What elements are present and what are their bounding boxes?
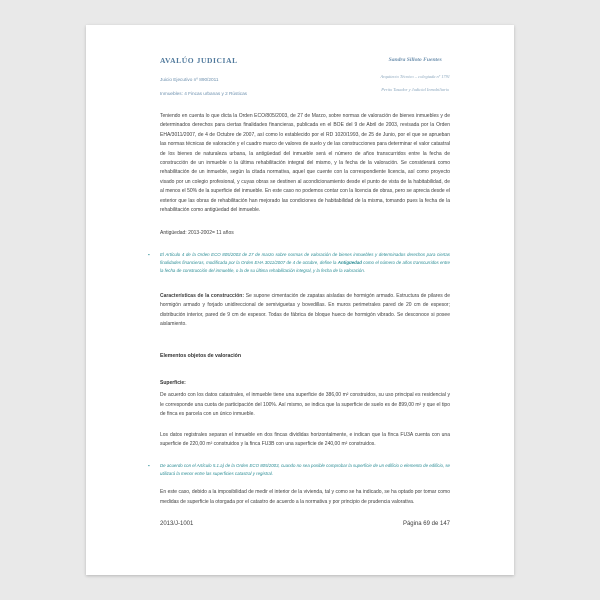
document-header xyxy=(160,56,450,100)
document-page xyxy=(86,25,514,575)
paragraph-superficie-registral: Los datos registrales separan el inmueble en dos fincas divididas horizontalmente, e indican que la finca FU3A cuenta con una superficie de 220,00 m² construidos y la finca FU3B con una superficie de 240,00 m² construidos. xyxy=(160,431,450,447)
page-number: Página 69 de 147 xyxy=(402,521,450,527)
antiguedad-result-line: Antigüedad: 2013-2002= 11 años xyxy=(160,230,234,237)
document-body xyxy=(148,112,450,507)
note-antiguedad-post: como el número de años transcurridos entre la fecha de construcción del inmueble, o la de su última rehabilitación integral, y la fecha de la valoración. xyxy=(160,259,450,273)
note-antiguedad-pre: El Artículo 4 de la Orden ECO 805/2003 de 27 de marzo sobre normas de valoración de bienes inmuebles y determinados derechos para ciertas finalidades financieras, modificada por la Orden EHA 3011/2007 de 4 de octubre, define la xyxy=(160,251,450,265)
author-role: Perito Tasador y Judicial Inmobiliario xyxy=(381,87,450,92)
document-reference: 2013/J-1001 xyxy=(160,521,194,527)
paragraph-conclusion: En este caso, debido a la imposibilidad de medir el interior de la vivienda, tal y como se ha indicado, se ha optado por tomar como medidas de superficie la otorgada por el catastro de acuerdo a la normativa y por principio de prudencia valorativa. xyxy=(160,489,450,505)
header-author-block xyxy=(380,56,450,96)
author-title: Arquitecto Técnico – colegiada nº 1791 xyxy=(380,74,450,79)
paragraph-superficie-catastral: De acuerdo con los datos catastrales, el inmueble tiene una superficie de 386,00 m² construidos, su uso principal es residencial y le corresponde una cuota de participación del 100%. Así mismo, se indica que la superficie de suelo es de 899,00 m² y que el tipo de finca es parcela con un único inmueble. xyxy=(160,392,450,418)
note-bullet-icon: ▪ xyxy=(148,251,150,257)
construccion-lead: Características de la construcción: xyxy=(160,292,244,299)
header-left-block xyxy=(160,56,247,100)
case-number-line: Juicio Ejecutivo nº 890/2011 xyxy=(160,77,219,82)
property-summary-line: Inmuebles: 4 Fincas urbanas y 2 Rústicas xyxy=(160,90,248,96)
note-superficie xyxy=(148,462,450,478)
note-bullet-icon: ▪ xyxy=(148,463,150,469)
paragraph-normativa: Teniendo en cuenta lo que dicta la Orden ECO/805/2003, de 27 de Marzo, sobre normas de valoración de bienes inmuebles y de determinados derechos para ciertas finalidades financieras, publicada en el BOE del 9 de Abril de 2003, revisada por la Orden EHA/3011/2007, de 4 de Octubre de 2007, así como lo establecido por el RD 1020/1993, de 25 de Junio, por el que se aprueban las normas técnicas de valoración y el cuadro marco de valores de suelo y de las construcciones para determinar el valor catastral de los bienes de naturaleza urbana, la antigüedad del inmueble será el número de años transcurridos entre la fecha de construcción de un inmueble o la última rehabilitación integral del mismo, y la fecha de la valoración. Se considerará como rehabilitación de un inmueble, según la citada normativa, aquel que cuente con la correspondiente licencia, así como proyecto visado por un colegio profesional, y cuyas obras se destinen al acondicionamiento desde el punto de vista de la habitabilidad, de al menos el 50% de la superficie del inmueble. En este caso no podemos contar con la licencia de obras, pero se aprecia desde el exterior que las obras de rehabilitación han mejorado las condiciones de habitabilidad de la misma, tomando pues la fecha de la rehabilitación como antigüedad del inmueble. xyxy=(160,113,450,214)
note-antiguedad xyxy=(148,251,450,275)
note-superficie-text: De acuerdo con el Artículo 5.1.a) de la Orden ECO 805/2003, cuando no sea posible comprobar la superficie de un edificio o elemento de edificio, se utilizará la menor entre las superficies catastral y registral. xyxy=(160,463,450,477)
section-heading-elementos: Elementos objetos de valoración xyxy=(160,352,242,359)
note-antiguedad-term: Antigüedad xyxy=(337,259,362,265)
document-footer xyxy=(160,521,450,527)
subheading-superficie: Superficie: xyxy=(160,379,186,386)
paragraph-construccion xyxy=(160,292,450,330)
note-antiguedad-text xyxy=(160,251,450,275)
construccion-rest: Se supone cimentación de zapatas aisladas de hormigón armado. Estructura de pilares de hormigón armado y forjado unidireccional de semiviguetas y bovedillas. En muros perimetrales pared de 20 cm de espesor; distribución interior, pared de 9 cm de espesor. Todas de fábrica de bloque hueco de hormigón vibrado. Se desconoce si posee aislamiento. xyxy=(160,292,450,328)
document-title: AVALÚO JUDICIAL xyxy=(160,56,238,65)
author-name: Sandra Silloto Fuentes xyxy=(388,57,442,63)
